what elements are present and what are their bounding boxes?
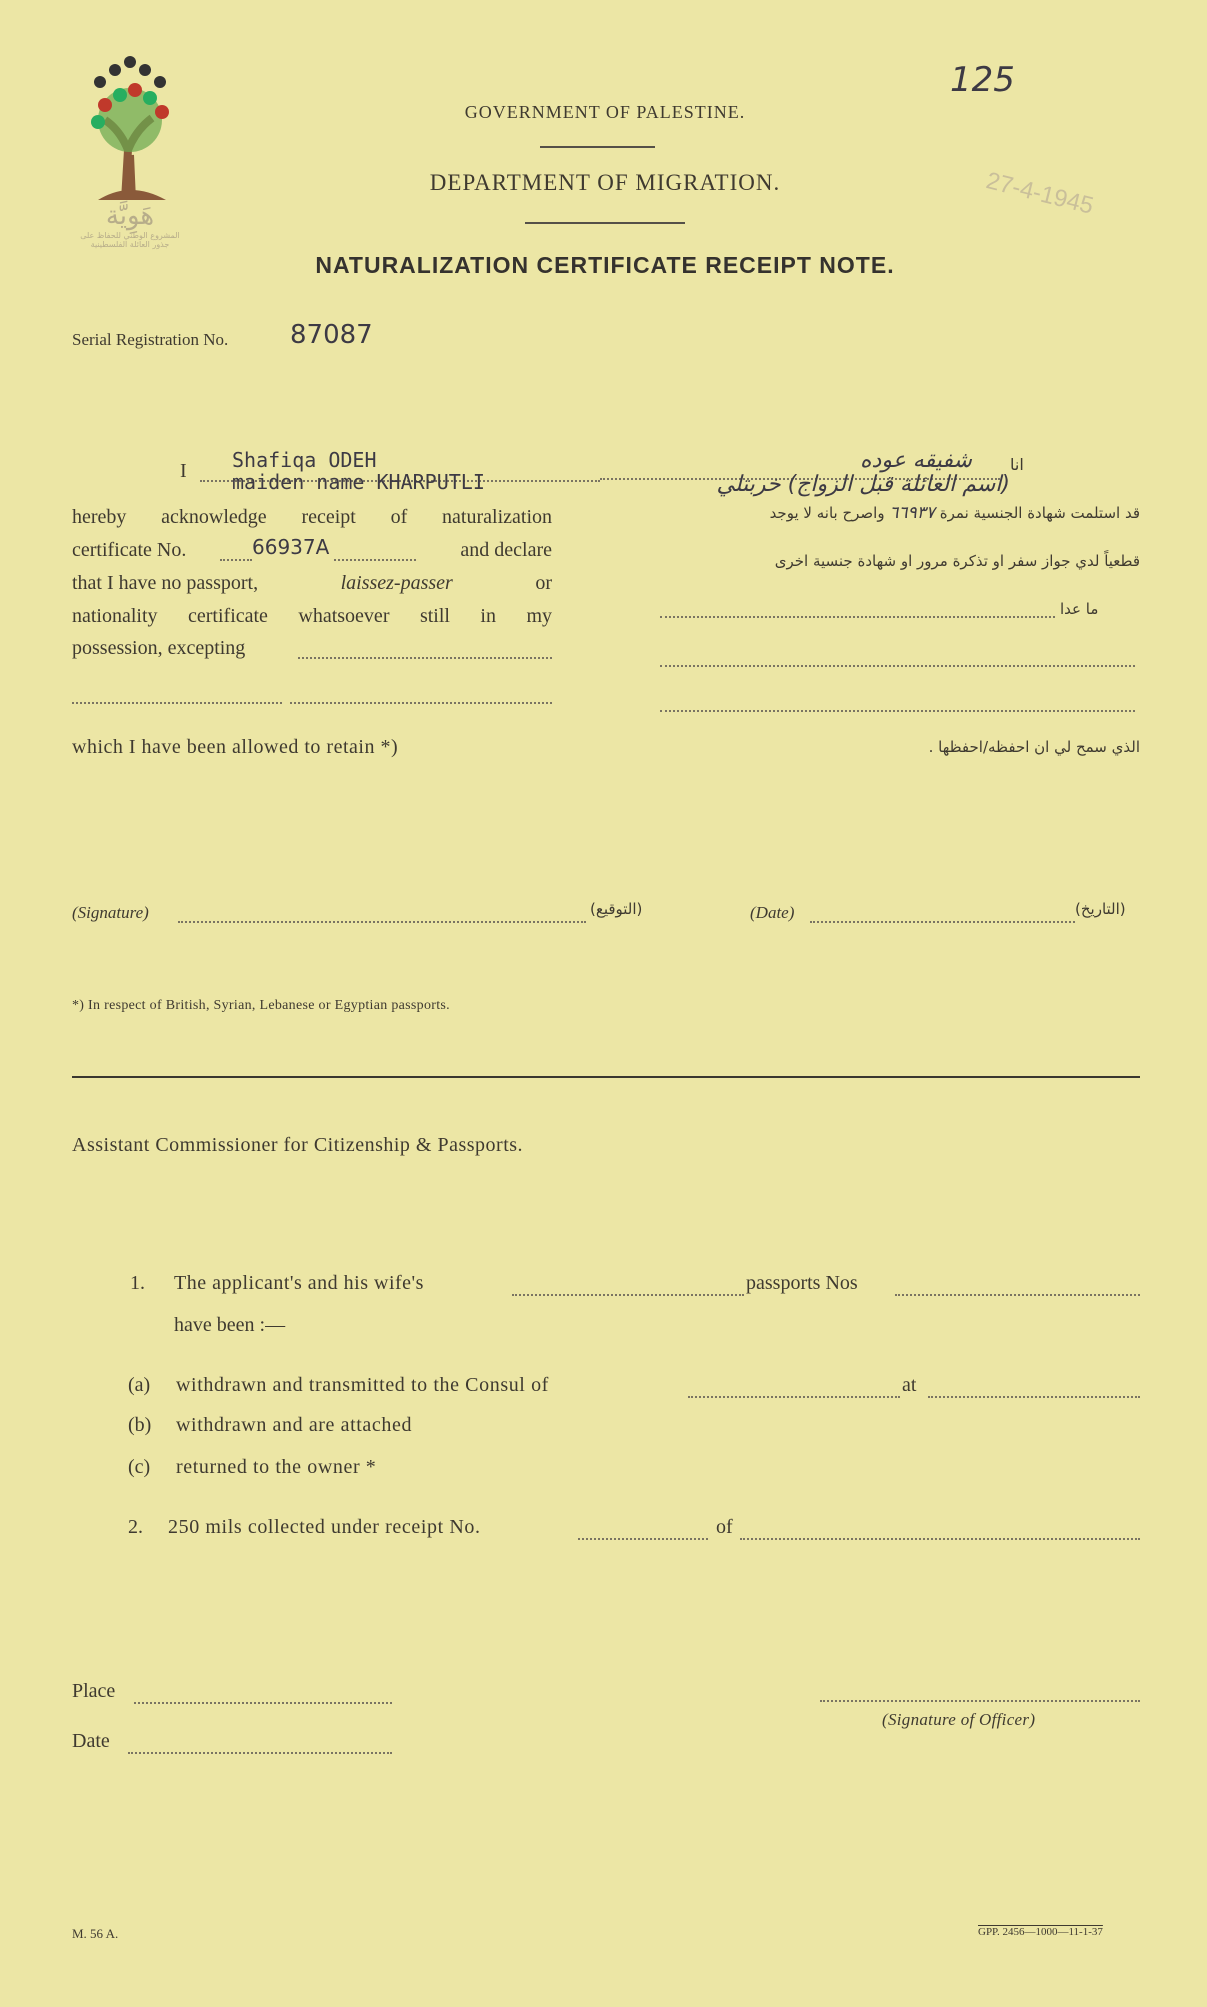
item1-number: 1. <box>130 1272 145 1294</box>
item-c-text: returned to the owner * <box>176 1456 377 1478</box>
excepting-dotted-line <box>298 657 552 659</box>
date-label-ar: (التاريخ) <box>1075 900 1126 918</box>
arabic-line-3: قطعياً لدي جواز سفر او تذكرة مرور او شهادة جنسية اخرى <box>774 552 1140 570</box>
item2-number: 2. <box>128 1516 143 1538</box>
item-b-label: (b) <box>128 1414 152 1436</box>
declarant-name: Shafiqa ODEH <box>232 448 377 472</box>
arabic-line-2 <box>640 503 1140 523</box>
item-a-at: at <box>902 1374 917 1396</box>
logo-title: هَوِيَّة <box>105 201 155 231</box>
section-divider <box>72 1076 1140 1078</box>
item-a-dotted-1 <box>688 1396 900 1398</box>
declarant-maiden-name: maiden name KHARPUTLI <box>232 470 485 494</box>
officer-signature-line <box>820 1700 1140 1702</box>
declaration-line-3 <box>72 572 552 595</box>
excepting-dotted-line-3 <box>290 702 552 704</box>
printer-code: GPP. 2456—1000—11-1-37 <box>978 1926 1103 1938</box>
arabic-line2-a: قد استلمت شهادة الجنسية نمرة <box>939 504 1140 522</box>
footnote: *) In respect of British, Syrian, Lebanese or Egyptian passports. <box>72 998 450 1013</box>
item2-dotted-2 <box>740 1538 1140 1540</box>
item-a-dotted-2 <box>928 1396 1140 1398</box>
arabic-retain-text: الذي سمح لي ان احفظه/احفظها . <box>928 738 1140 756</box>
arabic-line2-b: واصرح بانه لا يوجد <box>769 504 885 522</box>
office-heading: Assistant Commissioner for Citizenship & Passports. <box>72 1134 524 1156</box>
arabic-cert-number: ٦٦٩٣٧ <box>889 503 935 523</box>
retain-text: which I have been allowed to retain *) <box>72 736 399 758</box>
item1-continuation: have been :— <box>174 1314 286 1336</box>
declaration-line-4: nationality certificate whatsoever still in my <box>72 605 552 627</box>
declaration-line-1: hereby acknowledge receipt of naturalization <box>72 506 552 528</box>
arabic-ana: انا <box>1010 455 1024 474</box>
item1-passports: passports Nos <box>746 1272 858 1294</box>
arabic-dotted-line-1 <box>660 616 1055 618</box>
declaration-line-2 <box>72 535 552 565</box>
form-code: M. 56 A. <box>72 1926 119 1941</box>
certificate-suffix: and declare <box>460 539 552 561</box>
arabic-maiden-name: (اسم العائلة قبل الزواج) خربتلي <box>716 472 1010 497</box>
line3-laissez-passer: laissez-passer <box>340 572 453 594</box>
item1-dotted-1 <box>512 1294 744 1296</box>
place-dotted-line <box>134 1702 392 1704</box>
item1-text: The applicant's and his wife's <box>174 1272 424 1294</box>
item2-dotted-1 <box>578 1538 708 1540</box>
arabic-name: شفيقه عوده <box>860 448 972 473</box>
arabic-line-4: ما عدا <box>1060 600 1099 618</box>
date-field-label: Date <box>72 1730 110 1752</box>
certificate-number: 66937A <box>252 535 330 559</box>
declarant-i: I <box>180 460 187 482</box>
date-field-dotted-line <box>128 1752 392 1754</box>
item-a-label: (a) <box>128 1374 151 1396</box>
place-label: Place <box>72 1680 116 1702</box>
certificate-dotted-1 <box>220 559 252 561</box>
serial-label: Serial Registration No. <box>72 330 229 349</box>
declaration-line-5: possession, excepting <box>72 637 246 659</box>
family-tree-icon <box>70 50 190 200</box>
header-divider-1 <box>540 146 655 148</box>
date-dotted-line <box>810 921 1075 923</box>
item-b-text: withdrawn and are attached <box>176 1414 413 1436</box>
line3-part-a: that I have no passport, <box>72 572 259 594</box>
signature-label-ar: (التوقيع) <box>590 900 643 918</box>
certificate-label: certificate No. <box>72 539 187 561</box>
arabic-dotted-line-3 <box>660 710 1135 712</box>
item-c-label: (c) <box>128 1456 151 1478</box>
department-heading: DEPARTMENT OF MIGRATION. <box>429 170 781 195</box>
officer-signature-label: (Signature of Officer) <box>882 1710 1036 1729</box>
logo-subtitle-1: المشروع الوطني للحفاظ على <box>80 231 180 240</box>
item1-dotted-2 <box>895 1294 1140 1296</box>
watermark-logo <box>70 50 190 270</box>
header-divider-2 <box>525 222 685 224</box>
item2-text: 250 mils collected under receipt No. <box>168 1516 481 1538</box>
signature-label: (Signature) <box>72 903 149 922</box>
serial-value: 87087 <box>290 320 373 350</box>
date-label: (Date) <box>750 903 795 922</box>
item-a-text: withdrawn and transmitted to the Consul of <box>176 1374 549 1396</box>
certificate-dotted-2 <box>334 559 416 561</box>
page-title: NATURALIZATION CERTIFICATE RECEIPT NOTE. <box>315 252 895 278</box>
line3-part-c: or <box>535 572 552 594</box>
page-number: 125 <box>950 60 1015 100</box>
government-heading: GOVERNMENT OF PALESTINE. <box>464 102 746 122</box>
arabic-dotted-line-2 <box>660 665 1135 667</box>
excepting-dotted-line-2 <box>72 702 282 704</box>
logo-subtitle-2: جذور العائلة الفلسطينية <box>90 240 170 249</box>
signature-dotted-line <box>178 921 586 923</box>
item2-of: of <box>716 1516 733 1538</box>
date-stamp: 27-4-1945 <box>983 167 1097 220</box>
